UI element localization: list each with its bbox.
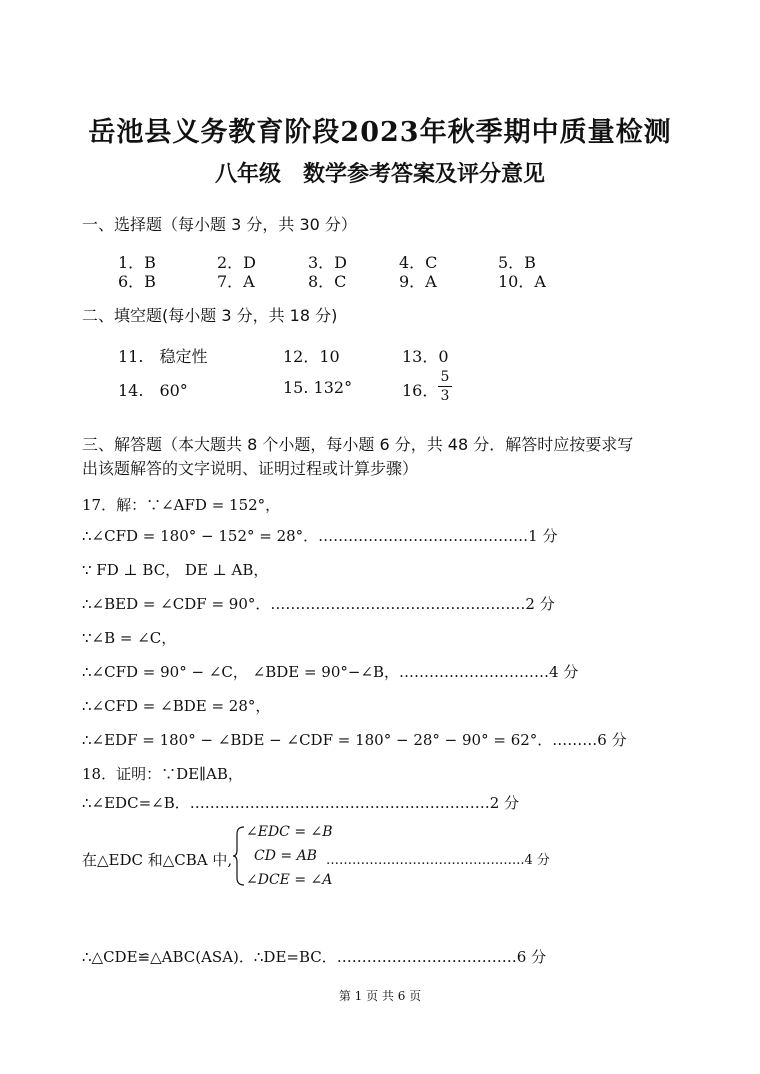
q18-score-4: …………….…………………….…..4 分 xyxy=(326,853,550,868)
system-line-2: CD = AB xyxy=(254,848,317,864)
section1-heading: 一、选择题（每小题 3 分，共 30 分） xyxy=(82,215,357,234)
sub-title: 八年级 数学参考答案及评分意见 xyxy=(214,161,545,187)
answer-3: 3．D xyxy=(308,253,348,272)
system-line-3: ∠DCE = ∠A xyxy=(246,872,333,888)
q18-line-2: ∴∠EDC=∠B．……………………………………………………2 分 xyxy=(82,794,520,812)
section3-heading-line2: 出该题解答的文字说明、证明过程或计算步骤） xyxy=(82,459,419,478)
answer-10: 10．A xyxy=(498,272,546,291)
fraction-denominator: 3 xyxy=(440,388,450,404)
answer-5: 5．B xyxy=(498,253,536,272)
system-line-1: ∠EDC = ∠B xyxy=(246,824,333,840)
answer-7: 7．A xyxy=(217,272,255,291)
q17-line-8: ∴∠EDF = 180° − ∠BDE − ∠CDF = 180° − 28° − 90° = 62°．………6 分 xyxy=(82,731,627,749)
q18-conclusion: ∴△CDE≌△ABC(ASA)．∴DE=BC．………………………………6 分 xyxy=(82,948,547,966)
page-footer: 第 1 页 共 6 页 xyxy=(338,989,422,1003)
q17-line-3: ∵ FD ⊥ BC， DE ⊥ AB， xyxy=(82,561,269,579)
q17-line-1: 17．解：∵∠AFD = 152°， xyxy=(82,496,281,514)
q18-line-1: 18．证明：∵DE∥AB， xyxy=(82,765,243,783)
answer-13: 13．0 xyxy=(402,347,449,366)
section3-heading-line1: 三、解答题（本大题共 8 个小题，每小题 6 分，共 48 分．解答时应按要求写 xyxy=(82,435,634,454)
fraction-16 xyxy=(438,368,452,405)
answer-12: 12．10 xyxy=(283,347,340,366)
answer-16: 16． xyxy=(402,381,439,400)
answer-14: 14. 60° xyxy=(118,381,188,400)
q17-line-6: ∴∠CFD = 90° − ∠C， ∠BDE = 90°−∠B，…………………………4 分 xyxy=(82,663,579,681)
main-title: 岳池县义务教育阶段2023年秋季期中质量检测 xyxy=(88,117,672,148)
q17-line-5: ∵∠B = ∠C， xyxy=(82,629,177,647)
section2-heading: 二、填空题(每小题 3 分，共 18 分) xyxy=(82,306,338,325)
answer-8: 8．C xyxy=(308,272,347,291)
answer-6: 6．B xyxy=(118,272,156,291)
answer-2: 2．D xyxy=(217,253,257,272)
choice-answers xyxy=(0,250,760,290)
q17-line-4: ∴∠BED = ∠CDF = 90°．……………………………………………2 分 xyxy=(82,595,555,613)
answer-11: 11. 稳定性 xyxy=(118,347,208,366)
fraction-numerator: 5 xyxy=(438,368,452,387)
answer-15: 15. 132° xyxy=(283,378,353,397)
left-brace-icon xyxy=(233,826,245,886)
q17-line-2: ∴∠CFD = 180° − 152° = 28°．……………………………………1 分 xyxy=(82,527,558,545)
answer-4: 4．C xyxy=(399,253,438,272)
q17-line-7: ∴∠CFD = ∠BDE = 28°， xyxy=(82,697,271,715)
answer-1: 1．B xyxy=(118,253,156,272)
q18-triangle-intro: 在△EDC 和△CBA 中, xyxy=(82,851,233,869)
answer-9: 9．A xyxy=(399,272,437,291)
